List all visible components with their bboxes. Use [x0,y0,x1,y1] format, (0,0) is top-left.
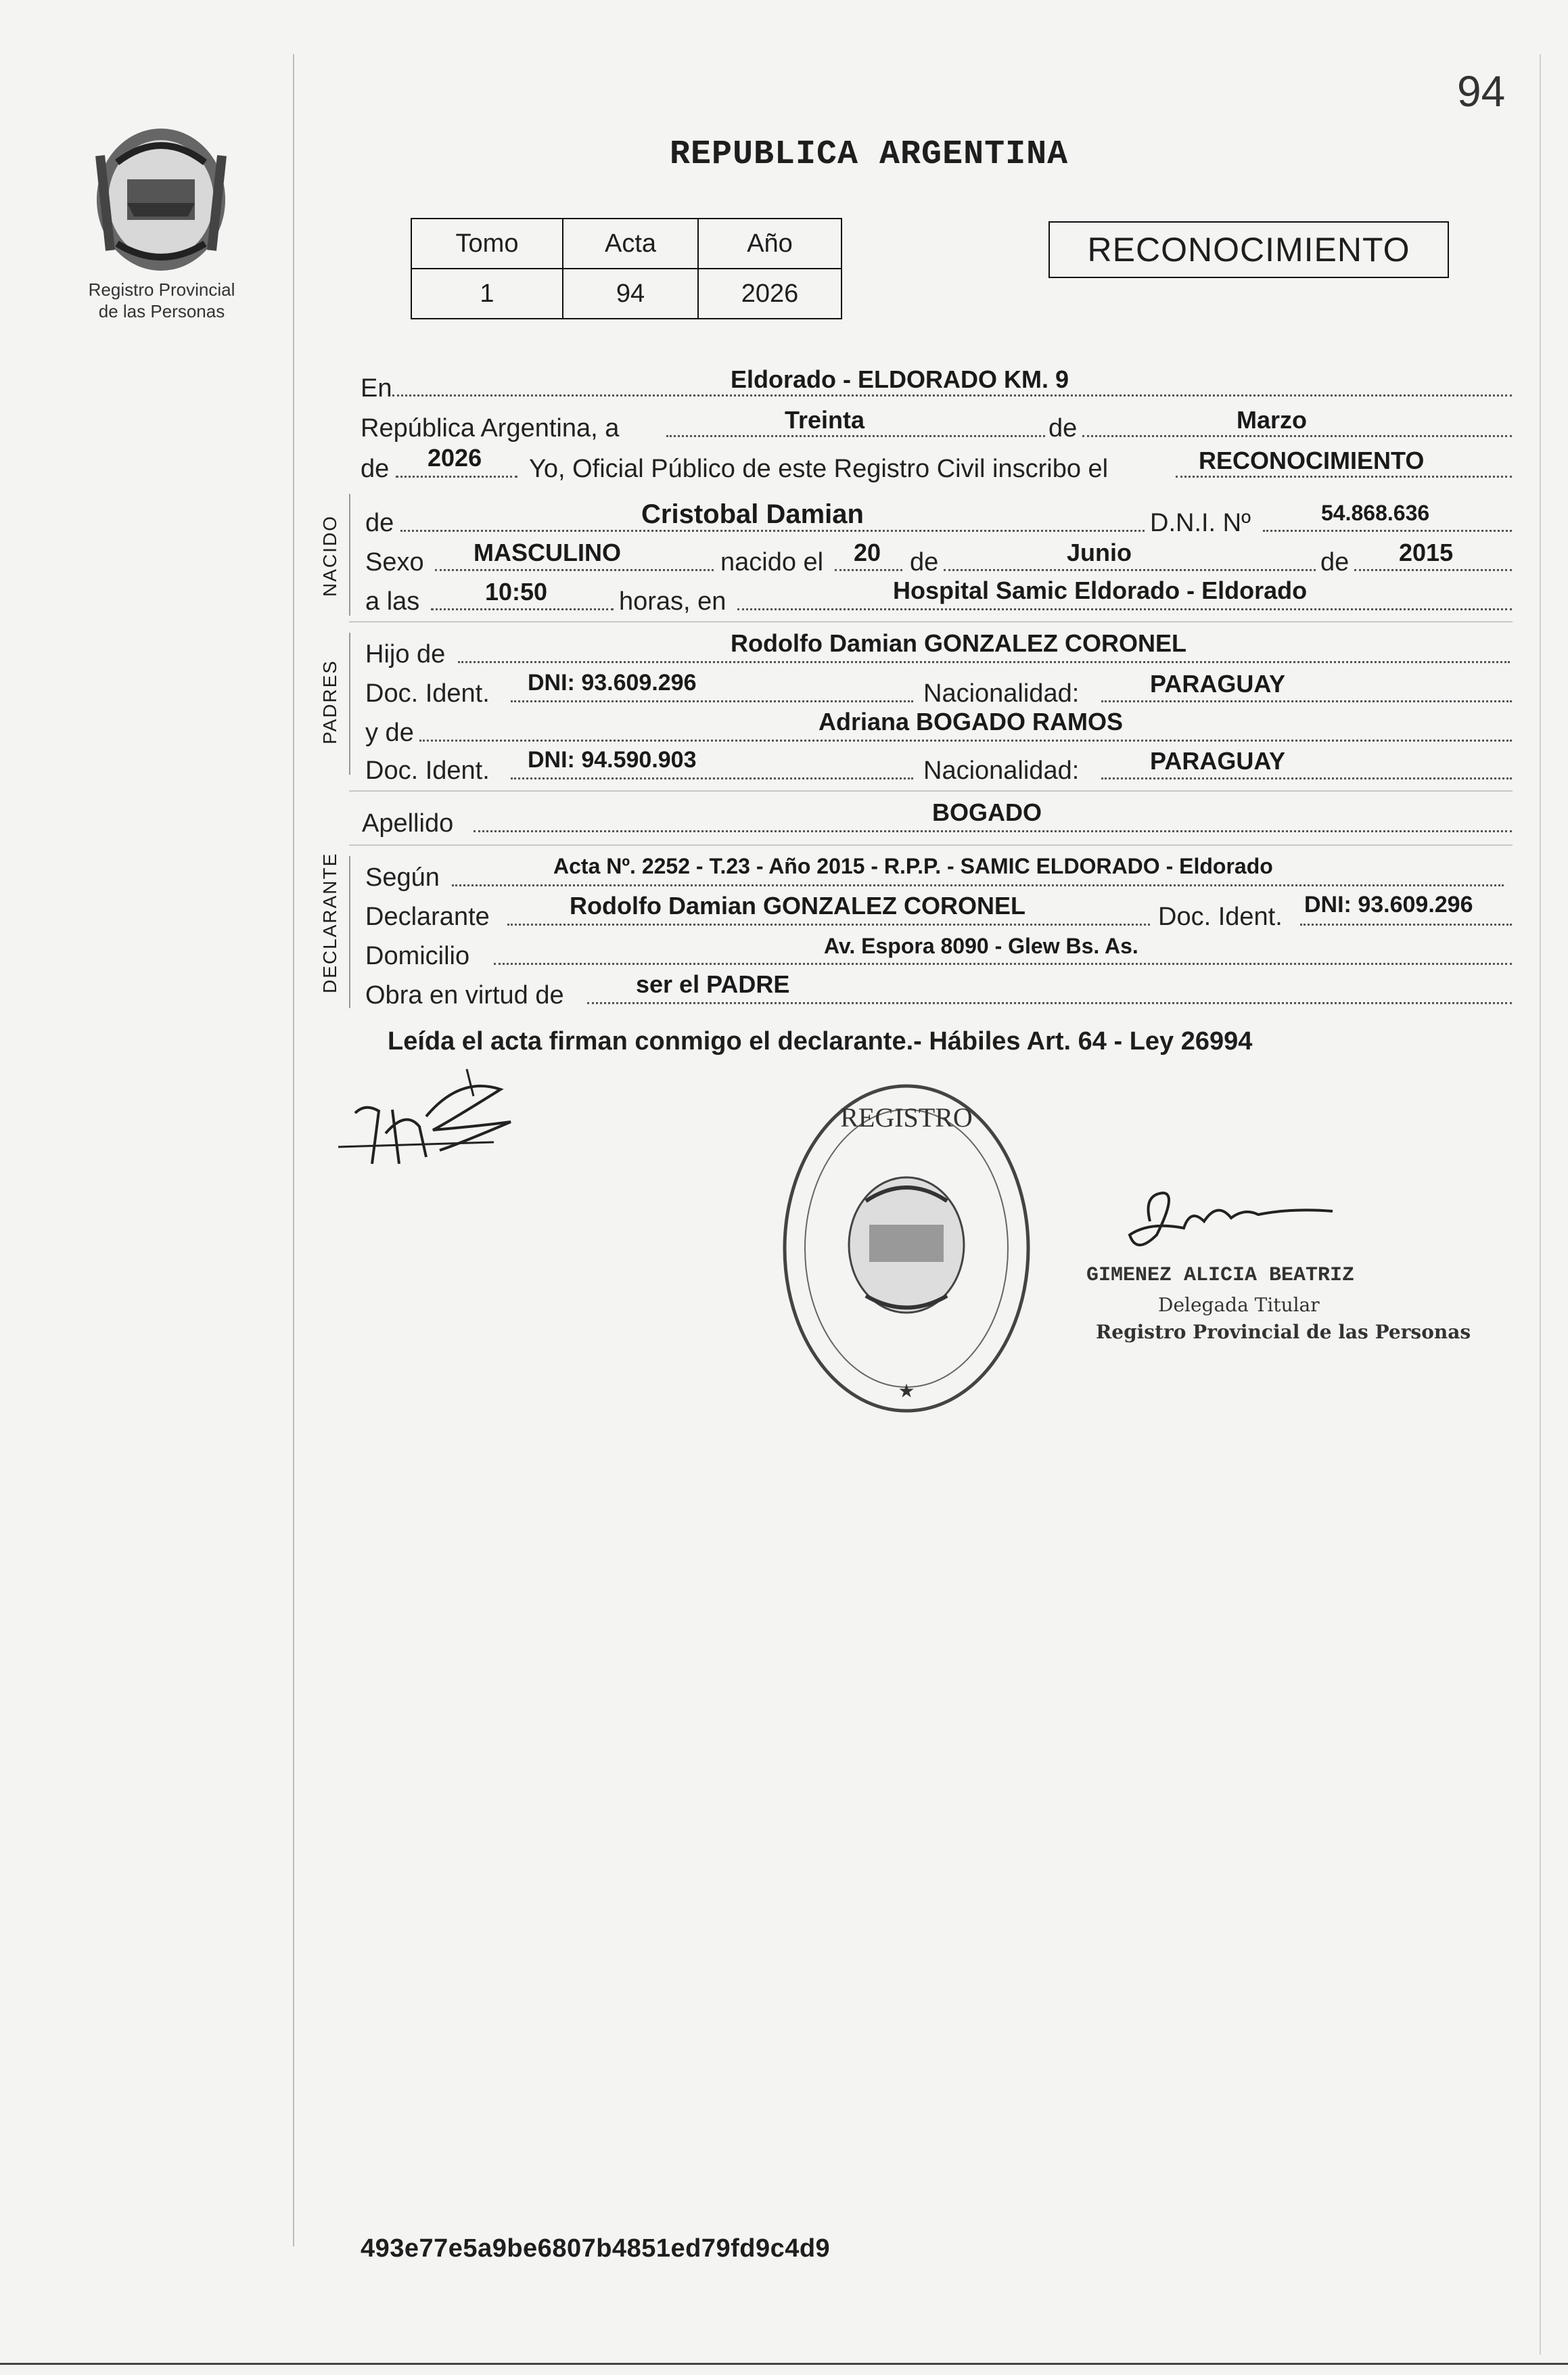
label-de-nac-mes: de [910,548,939,576]
page-number: 94 [1457,67,1506,116]
value-anio: 2026 [428,444,482,472]
value-acto: RECONOCIMIENTO [1199,447,1425,474]
value-lugar-nac: Hospital Samic Eldorado - Eldorado [893,576,1308,604]
act-type-box: RECONOCIMIENTO [1048,221,1449,278]
footer-note: Leída el acta firman conmigo el declarante.- Hábiles Art. 64 - Ley 26994 [388,1027,1253,1056]
declarant-signature [325,1062,528,1184]
registry-table [411,218,842,319]
label-y-de: y de [365,719,414,747]
value-obra: ser el PADRE [636,970,790,998]
value-hora: 10:50 [485,578,548,606]
bottom-edge-line [0,2363,1568,2365]
label-hijo-de: Hijo de [365,640,446,669]
svg-text:REGISTRO: REGISTRO [840,1102,973,1133]
left-margin-line [293,54,294,2246]
label-segun: Según [365,863,440,892]
value-dia: Treinta [785,406,865,434]
label-yo: Yo, Oficial Público de este Registro Civil inscribo el [529,455,1109,483]
value-dni: 54.868.636 [1321,501,1430,525]
value-domicilio: Av. Espora 8090 - Glew Bs. As. [824,934,1138,958]
table-header-acta: Acta [563,219,698,269]
official-signature [1103,1181,1346,1262]
value-nac-dia: 20 [854,539,881,566]
table-value-anio: 2026 [698,269,841,319]
value-lugar: Eldorado - ELDORADO KM. 9 [731,365,1069,393]
value-declarante-doc: DNI: 93.609.296 [1304,892,1473,918]
declarante-bar [349,856,350,1008]
label-doc-madre: Doc. Ident. [365,756,490,785]
official-name: GIMENEZ ALICIA BEATRIZ [1086,1264,1355,1287]
side-label-padres: PADRES [319,659,340,744]
padres-bar [349,633,350,775]
label-obra: Obra en virtud de [365,981,564,1010]
value-mes: Marzo [1237,406,1308,434]
value-sexo: MASCULINO [474,539,621,566]
label-nacido: nacido el [720,548,824,576]
value-nac-mes: Junio [1067,539,1132,566]
svg-text:★: ★ [898,1381,915,1402]
side-label-declarante: DECLARANTE [319,852,340,993]
value-segun: Acta Nº. 2252 - T.23 - Año 2015 - R.P.P. - SAMIC ELDORADO - Eldorado [553,854,1273,878]
right-margin-line [1540,54,1541,2355]
label-nac-madre: Nacionalidad: [923,756,1080,785]
label-de-persona: de [365,509,394,537]
round-stamp [778,1079,1035,1418]
provincial-seal [80,115,242,277]
table-value-tomo: 1 [411,269,563,319]
value-madre-doc: DNI: 94.590.903 [528,747,697,773]
document-hash: 493e77e5a9be6807b4851ed79fd9c4d9 [361,2234,831,2263]
country-title: REPUBLICA ARGENTINA [670,135,1069,174]
value-madre: Adriana BOGADO RAMOS [818,708,1124,736]
official-role: Delegada Titular [1158,1294,1320,1316]
label-de-anio: de [361,455,390,483]
label-de-mes: de [1048,414,1078,443]
value-nac-anio: 2015 [1399,539,1454,566]
label-sexo: Sexo [365,548,424,576]
value-padre-nac: PARAGUAY [1150,670,1286,698]
label-nac-padre: Nacionalidad: [923,679,1080,708]
label-doc-padre: Doc. Ident. [365,679,490,708]
value-padre: Rodolfo Damian GONZALEZ CORONEL [731,629,1186,657]
value-apellido: BOGADO [932,798,1042,826]
label-declarante: Declarante [365,903,490,931]
label-de-nac-anio: de [1320,548,1350,576]
value-declarante: Rodolfo Damian GONZALEZ CORONEL [570,892,1025,920]
label-doc-declarante: Doc. Ident. [1158,903,1283,931]
seal-label-line2: de las Personas [98,301,225,321]
side-label-nacido: NACIDO [319,515,340,597]
label-republica: República Argentina, a [361,414,620,443]
nacido-bar [349,494,350,616]
label-en: En [361,374,392,403]
table-header-tomo: Tomo [411,219,563,269]
seal-label-line1: Registro Provincial [88,279,235,300]
label-apellido: Apellido [362,809,454,838]
official-office: Registro Provincial de las Personas [1096,1321,1471,1343]
value-nombre: Cristobal Damian [641,499,864,529]
table-value-acta: 94 [563,269,698,319]
label-a-las: a las [365,587,420,616]
value-madre-nac: PARAGUAY [1150,747,1286,775]
label-horas: horas, en [619,587,727,616]
value-padre-doc: DNI: 93.609.296 [528,670,697,696]
label-dni: D.N.I. Nº [1150,509,1251,537]
table-header-anio: Año [698,219,841,269]
label-domicilio: Domicilio [365,942,470,970]
